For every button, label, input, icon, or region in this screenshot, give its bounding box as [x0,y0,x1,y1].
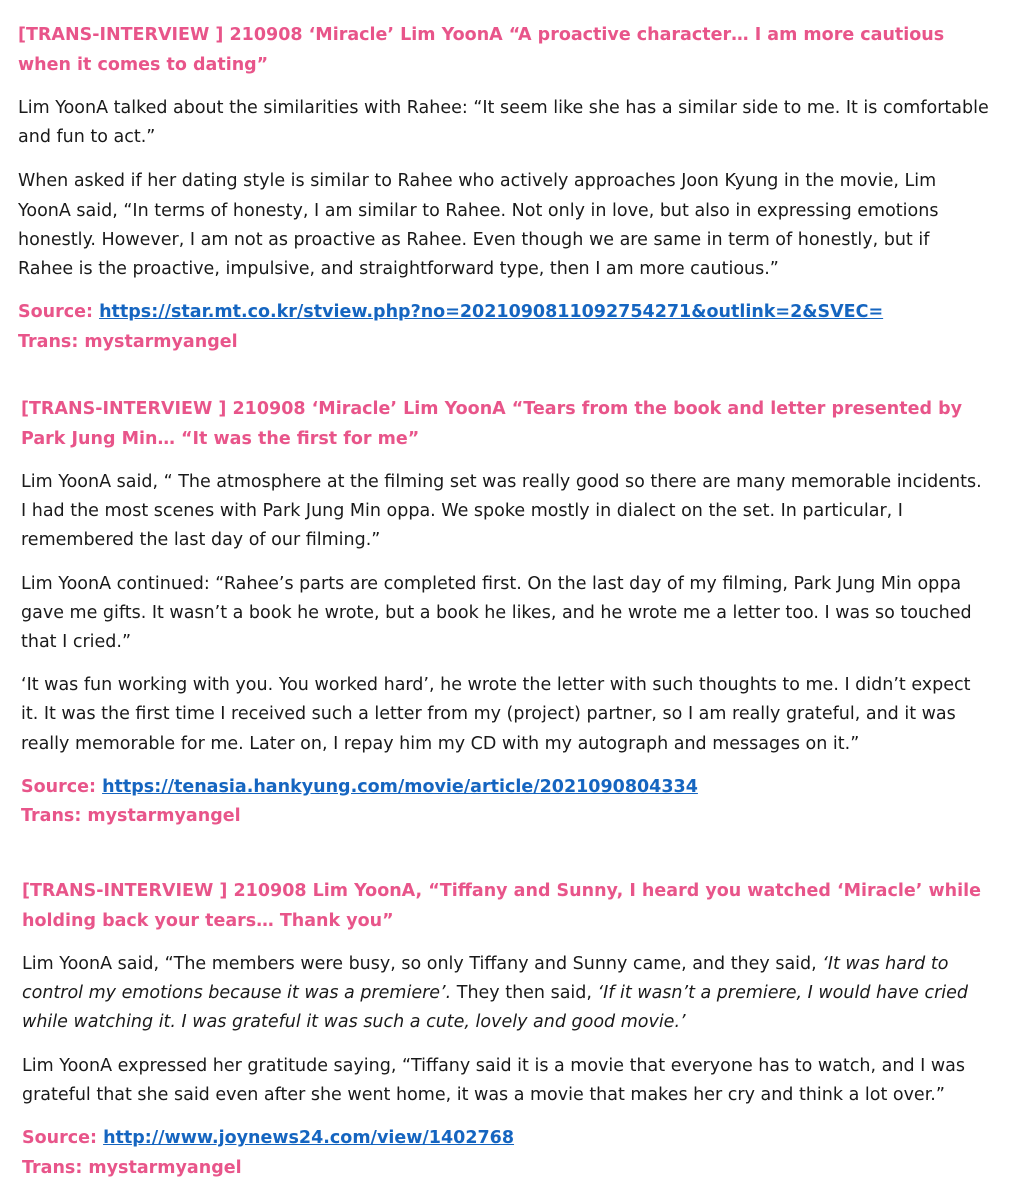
source-link[interactable]: https://tenasia.hankyung.com/movie/article/2021090804334 [102,776,698,797]
source-line [18,298,989,328]
trans-credit: Trans: mystarmyangel [21,806,241,827]
article-1 [18,21,989,357]
italic-quote: ‘If it wasn’t a premiere, I would have cried while watching it. I was grateful it was such a cute, lovely and good movie.’ [22,983,969,1033]
source-line [21,773,989,803]
article-headline: [TRANS-INTERVIEW ] 210908 ‘Miracle’ Lim YoonA “Tears from the book and letter presented by Park Jung Min… “It was the first for me” [21,399,963,449]
article-paragraph: ‘It was fun working with you. You worked hard’, he wrote the letter with such thoughts to me. I didn’t expect it. It was the first time I received such a letter from my (project) partner, so I am really grateful, and it was really memorable for me. Later on, I repay him my CD with my autograph and messages on it.” [21,675,971,754]
source-label: Source: [22,1128,104,1149]
article-paragraph: When asked if her dating style is similar to Rahee who actively approaches Joon Kyung in the movie, Lim YoonA said, “In terms of honesty, I am similar to Rahee. Not only in love, but also in expressing emotions honestly. However, I am not as proactive as Rahee. Even though we are same in term of honestly, but if Rahee is the proactive, impulsive, and straightforward type, then I am more cautious.” [18,171,939,280]
source-line [22,1124,989,1154]
article-paragraph: Lim YoonA said, “ The atmosphere at the filming set was really good so there are many memorable incidents. I had the most scenes with Park Jung Min oppa. We spoke mostly in dialect on the set. In particular, I remembered the last day of our filming.” [21,472,982,551]
article-paragraph: Lim YoonA talked about the similarities with Rahee: “It seem like she has a similar side to me. It is comfortable and fun to act.” [18,98,989,148]
article-2 [21,395,989,832]
italic-quote: ‘It was hard to control my emotions because it was a premiere’. [22,954,949,1004]
article-headline: [TRANS-INTERVIEW ] 210908 Lim YoonA, “Tiffany and Sunny, I heard you watched ‘Miracle’ while holding back your tears… Thank you” [22,881,981,931]
source-label: Source: [21,776,103,797]
source-link[interactable]: https://star.mt.co.kr/stview.php?no=2021090811092754271&outlink=2&SVEC= [99,302,884,323]
source-label: Source: [18,302,100,323]
quote-bridge: They then said, [451,983,598,1004]
trans-credit: Trans: mystarmyangel [18,331,238,352]
trans-credit: Trans: mystarmyangel [22,1157,242,1178]
quote-intro: Lim YoonA said, “The members were busy, so only Tiffany and Sunny came, and they said, [22,954,823,974]
source-link[interactable]: http://www.joynews24.com/view/1402768 [103,1128,515,1149]
article-3 [22,877,989,1183]
article-paragraph: Lim YoonA continued: “Rahee’s parts are completed first. On the last day of my filming, Park Jung Min oppa gave me gifts. It wasn’t a book he wrote, but a book he likes, and he wrote me a letter too. I was so touched that I cried.” [21,573,972,653]
article-paragraph: Lim YoonA expressed her gratitude saying, “Tiffany said it is a movie that everyone has to watch, and I was grateful that she said even after she went home, it was a movie that makes her cry and think a lot over.” [22,1055,966,1105]
article-headline: [TRANS-INTERVIEW ] 210908 ‘Miracle’ Lim YoonA “A proactive character… I am more cautious when it comes to dating” [18,25,945,75]
article-paragraph [22,950,989,1038]
